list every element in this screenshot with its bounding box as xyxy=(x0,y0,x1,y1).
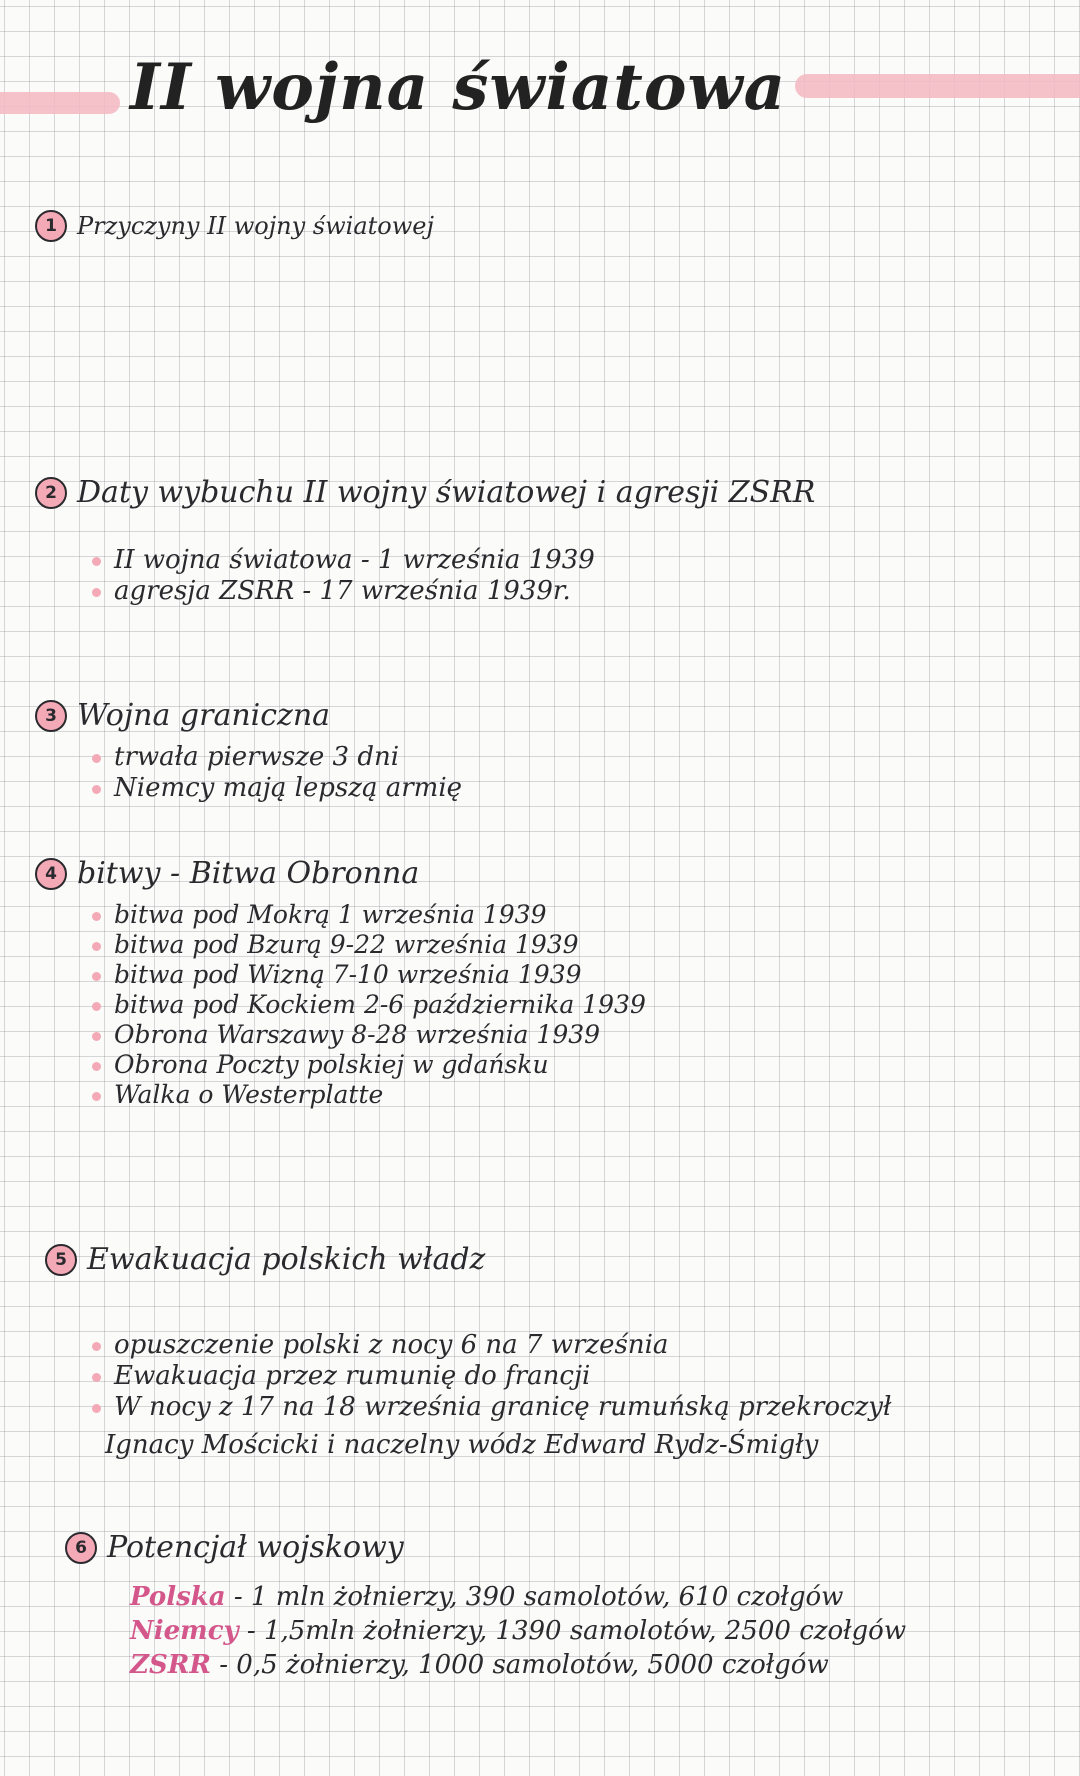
section-1-heading xyxy=(35,210,434,242)
title-highlight-right xyxy=(795,74,1080,98)
country-name: Polska xyxy=(130,1582,226,1612)
section-number-badge: 2 xyxy=(35,477,67,509)
section-4-list xyxy=(92,900,646,1110)
stat-row-poland xyxy=(130,1580,906,1614)
list-item: Obrona Warszawy 8-28 września 1939 xyxy=(92,1020,646,1050)
section-number-badge: 6 xyxy=(65,1532,97,1564)
list-item: bitwa pod Bzurą 9-22 września 1939 xyxy=(92,930,646,960)
section-heading-text: Potencjał wojskowy xyxy=(107,1530,404,1565)
list-item: Niemcy mają lepszą armię xyxy=(92,773,462,804)
list-item: bitwa pod Kockiem 2-6 października 1939 xyxy=(92,990,646,1020)
country-name: ZSRR xyxy=(130,1650,211,1680)
section-3-list xyxy=(92,742,462,804)
section-2-list xyxy=(92,545,595,607)
military-potential-table xyxy=(130,1580,906,1682)
section-5-heading xyxy=(45,1242,485,1277)
section-number-badge: 4 xyxy=(35,858,67,890)
section-number-badge: 1 xyxy=(35,210,67,242)
section-number-badge: 3 xyxy=(35,700,67,732)
list-item: opuszczenie polski z nocy 6 na 7 września xyxy=(92,1330,891,1361)
section-5-continuation: Ignacy Mościcki i naczelny wódz Edward Rydz-Śmigły xyxy=(105,1430,819,1460)
section-heading-text: Przyczyny II wojny światowej xyxy=(77,212,434,240)
section-2-heading xyxy=(35,475,815,510)
country-stats: - 1,5mln żołnierzy, 1390 samolotów, 2500 czołgów xyxy=(238,1616,907,1646)
section-heading-text: Wojna graniczna xyxy=(77,698,331,733)
list-item: Walka o Westerplatte xyxy=(92,1080,646,1110)
list-item: agresja ZSRR - 17 września 1939r. xyxy=(92,576,595,607)
list-item: W nocy z 17 na 18 września granicę rumuńską przekroczył xyxy=(92,1392,891,1423)
section-4-heading xyxy=(35,856,419,891)
list-item: Obrona Poczty polskiej w gdańsku xyxy=(92,1050,646,1080)
section-6-heading xyxy=(65,1530,404,1565)
section-5-list xyxy=(92,1330,891,1423)
list-item: Ewakuacja przez rumunię do francji xyxy=(92,1361,891,1392)
page-title: II wojna światowa xyxy=(130,50,787,125)
list-item: bitwa pod Mokrą 1 września 1939 xyxy=(92,900,646,930)
country-name: Niemcy xyxy=(130,1616,239,1646)
country-stats: - 0,5 żołnierzy, 1000 samolotów, 5000 czołgów xyxy=(210,1650,829,1680)
list-item: II wojna światowa - 1 września 1939 xyxy=(92,545,595,576)
list-item: trwała pierwsze 3 dni xyxy=(92,742,462,773)
section-heading-text: Ewakuacja polskich władz xyxy=(87,1242,486,1277)
stat-row-ussr xyxy=(130,1648,906,1682)
section-heading-text: Daty wybuchu II wojny światowej i agresji ZSRR xyxy=(77,475,816,510)
section-number-badge: 5 xyxy=(45,1244,77,1276)
country-stats: - 1 mln żołnierzy, 390 samolotów, 610 czołgów xyxy=(225,1582,844,1612)
list-item: bitwa pod Wizną 7-10 września 1939 xyxy=(92,960,646,990)
section-heading-text: bitwy - Bitwa Obronna xyxy=(77,856,420,891)
section-3-heading xyxy=(35,698,330,733)
stat-row-germany xyxy=(130,1614,906,1648)
title-highlight-left xyxy=(0,92,120,114)
